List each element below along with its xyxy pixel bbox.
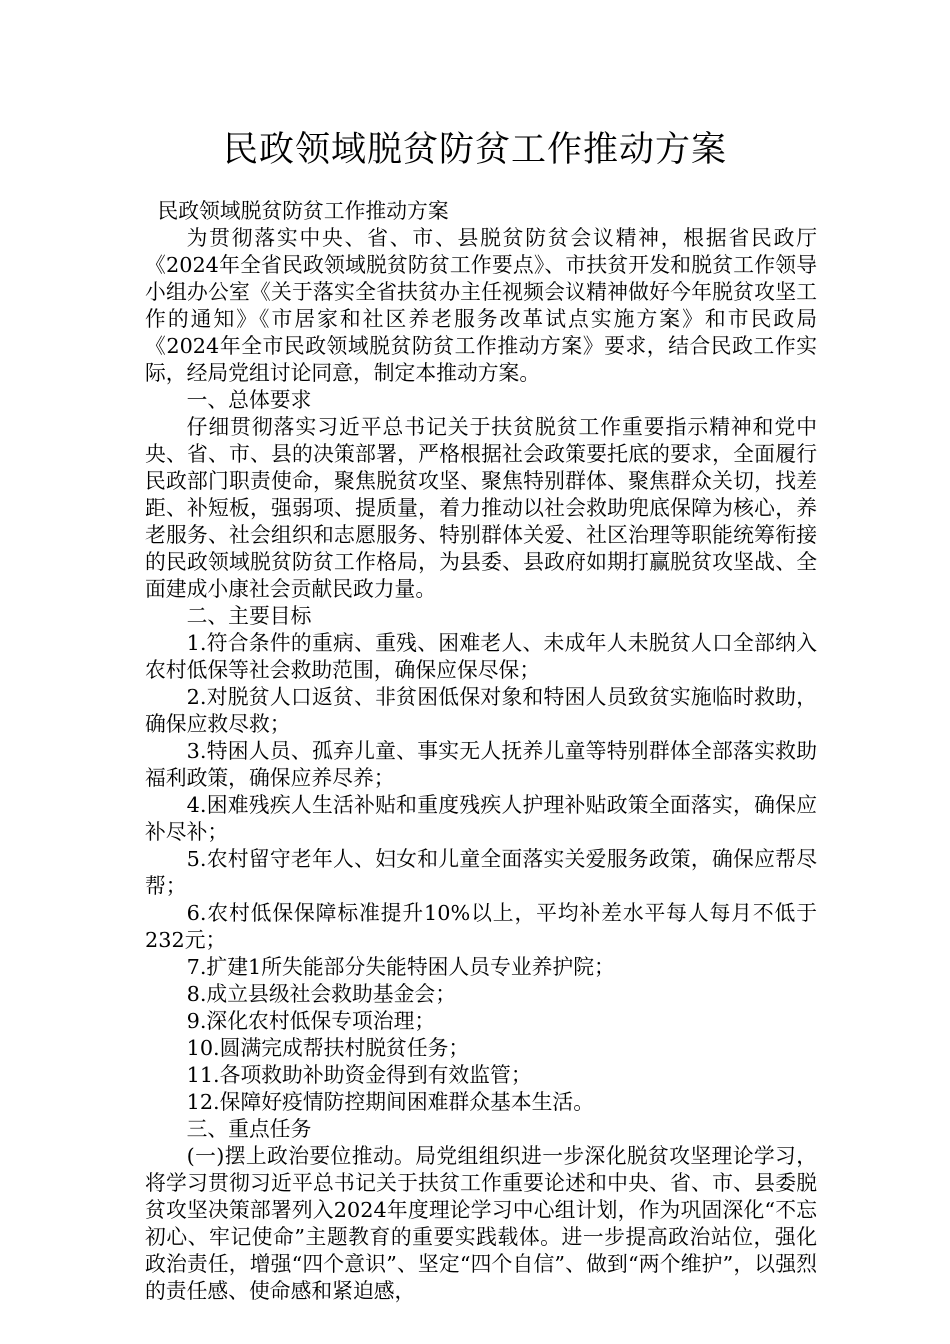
- goal-item-3: 3.特困人员、孤弃儿童、事实无人抚养儿童等特别群体全部落实救助福利政策，确保应养尽养；: [145, 739, 817, 790]
- goal-item-1: 1.符合条件的重病、重残、困难老人、未成年人未脱贫人口全部纳入农村低保等社会救助范围，确保应保尽保；: [145, 631, 817, 682]
- goal-item-2: 2.对脱贫人口返贫、非贫困低保对象和特困人员致贫实施临时救助，确保应救尽救；: [145, 685, 817, 736]
- goal-item-4: 4.困难残疾人生活补贴和重度残疾人护理补贴政策全面落实，确保应补尽补；: [145, 793, 817, 844]
- general-requirements-paragraph: 仔细贯彻落实习近平总书记关于扶贫脱贫工作重要指示精神和党中央、省、市、县的决策部署，严格根据社会政策要托底的要求，全面履行民政部门职责使命，聚焦脱贫攻坚、聚焦特别群体、聚焦群众关切，找差距、补短板，强弱项、提质量，着力推动以社会救助兜底保障为核心，养老服务、社会组织和志愿服务、特别群体关爱、社区治理等职能统筹衔接的民政领域脱贫防贫工作格局，为县委、县政府如期打赢脱贫攻坚战、全面建成小康社会贡献民政力量。: [145, 415, 817, 601]
- key-task-paragraph-1: (一)摆上政治要位推动。局党组组织进一步深化脱贫攻坚理论学习，将学习贯彻习近平总书记关于扶贫工作重要论述和中央、省、市、县委脱贫攻坚决策部署列入2024年度理论学习中心组计划，作为巩固深化“不忘初心、牢记使命”主题教育的重要实践载体。进一步提高政治站位，强化政治责任，增强“四个意识”、坚定“四个自信”、做到“两个维护”，以强烈的责任感、使命感和紧迫感，: [145, 1144, 817, 1303]
- document-body: [145, 198, 817, 1305]
- goal-item-5: 5.农村留守老年人、妇女和儿童全面落实关爱服务政策，确保应帮尽帮；: [145, 847, 817, 898]
- goal-item-9: 9.深化农村低保专项治理；: [186, 1009, 436, 1033]
- goal-item-6: 6.农村低保保障标准提升10%以上，平均补差水平每人每月不低于232元；: [145, 901, 817, 952]
- goal-item-10: 10.圆满完成帮扶村脱贫任务；: [186, 1036, 470, 1060]
- section-heading-main-goals: 二、主要目标: [186, 604, 312, 628]
- intro-paragraph: 为贯彻落实中央、省、市、县脱贫防贫会议精神，根据省民政厅《2024年全省民政领域脱贫防贫工作要点》、市扶贫开发和脱贫工作领导小组办公室《关于落实全省扶贫办主任视频会议精神做好今年脱贫攻坚工作的通知》《市居家和社区养老服务改革试点实施方案》和市民政局《2024年全市民政领域脱贫防贫工作推动方案》要求，结合民政工作实际，经局党组讨论同意，制定本推动方案。: [145, 226, 817, 385]
- goal-item-8: 8.成立县级社会救助基金会；: [186, 982, 456, 1006]
- section-heading-general-requirements: 一、总体要求: [186, 388, 312, 412]
- document-title: 民政领域脱贫防贫工作推动方案: [222, 130, 727, 170]
- section-heading-key-tasks: 三、重点任务: [186, 1117, 312, 1141]
- goal-item-11: 11.各项救助补助资金得到有效监管；: [186, 1063, 532, 1087]
- goal-item-7: 7.扩建1所失能部分失能特困人员专业养护院；: [186, 955, 615, 979]
- subtitle-paragraph: 民政领域脱贫防贫工作推动方案: [157, 199, 449, 223]
- goal-item-12: 12.保障好疫情防控期间困难群众基本生活。: [186, 1090, 595, 1114]
